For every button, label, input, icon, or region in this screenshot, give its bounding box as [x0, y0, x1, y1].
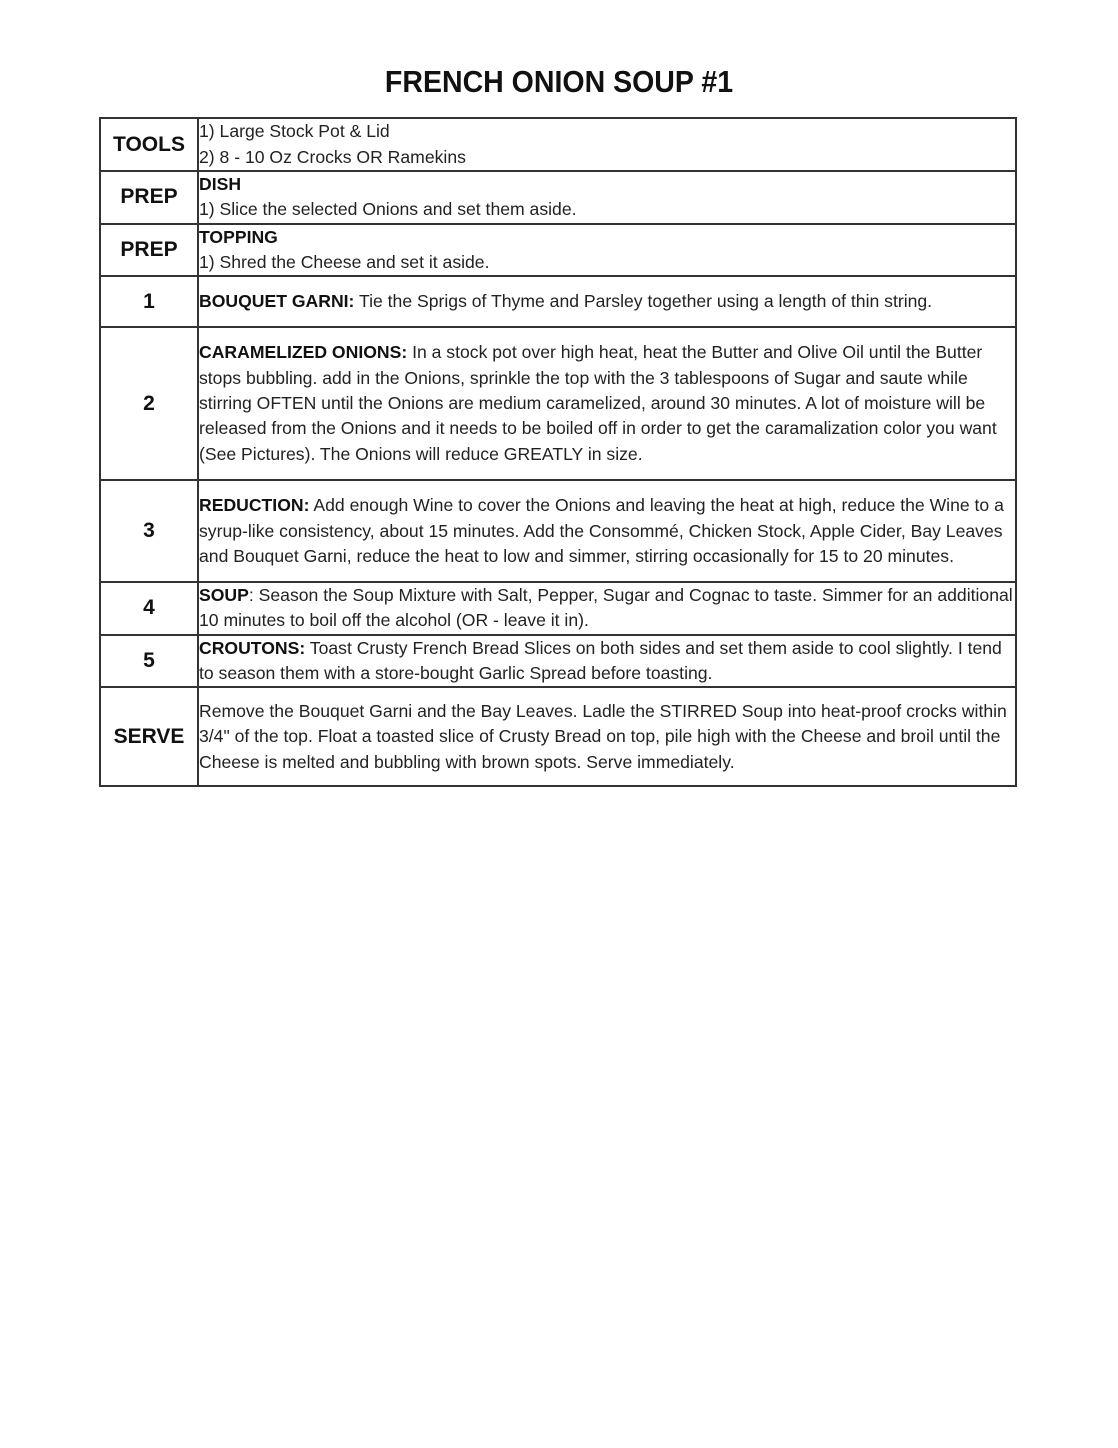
table-row-step-2: [100, 327, 1016, 480]
step-number: 1: [100, 276, 198, 327]
step-number: 3: [100, 480, 198, 582]
row-content: [198, 635, 1016, 688]
step-heading: CARAMELIZED ONIONS:: [199, 342, 408, 363]
step-text: Add enough Wine to cover the Onions and leaving the heat at high, reduce the Wine to a syrup-like consistency, about 15 minutes. Add the Consommé, Chicken Stock, Apple Cider, Bay Leaves and Bouquet Garni, reduce the heat to low and simmer, stirring occasionally for 15 to 20 minutes.: [199, 495, 1004, 566]
row-label: PREP: [100, 171, 198, 224]
step-number: 4: [100, 582, 198, 635]
row-label: PREP: [100, 224, 198, 277]
step-text: : Season the Soup Mixture with Salt, Pepper, Sugar and Cognac to taste. Simmer for an additional 10 minutes to boil off the alcohol (OR - leave it in).: [199, 585, 1013, 631]
table-row-prep-topping: [100, 224, 1016, 277]
step-heading: CROUTONS:: [199, 637, 306, 658]
table-row-step-5: [100, 635, 1016, 688]
row-content: [198, 276, 1016, 327]
row-content: [198, 171, 1016, 224]
row-content: [198, 224, 1016, 277]
step-heading: REDUCTION:: [199, 495, 310, 516]
step-heading: SOUP: [199, 585, 249, 606]
serve-text: Remove the Bouquet Garni and the Bay Leaves. Ladle the STIRRED Soup into heat-proof crocks within 3/4" of the top. Float a toasted slice of Crusty Bread on top, pile high with the Cheese and broil until the Cheese is melted and bubbling with brown spots. Serve immediately.: [199, 700, 1007, 772]
section-heading: DISH: [199, 174, 242, 194]
step-text: Toast Crusty French Bread Slices on both sides and set them aside to cool slightly. I tend to season them with a store-bought Garlic Spread before toasting.: [199, 637, 1002, 684]
step-text: In a stock pot over high heat, heat the Butter and Olive Oil until the Butter stops bubbling. add in the Onions, sprinkle the top with the 3 tablespoons of Sugar and saute while stirring OFTEN until the Onions are medium caramelized, around 30 minutes. A lot of moisture will be released from the Onions and it needs to be boiled off in order to get the caramalization color you want (See Pictures). The Onions will reduce GREATLY in size.: [199, 342, 997, 464]
table-row-step-3: [100, 480, 1016, 582]
row-label: SERVE: [100, 687, 198, 786]
step-heading: BOUQUET GARNI:: [199, 291, 355, 312]
row-content: [198, 687, 1016, 786]
row-content: [198, 118, 1016, 171]
table-row-step-4: [100, 582, 1016, 635]
table-row-serve: [100, 687, 1016, 786]
step-text: Tie the Sprigs of Thyme and Parsley together using a length of thin string.: [354, 291, 933, 312]
table-row-prep-dish: [100, 171, 1016, 224]
section-heading: TOPPING: [199, 226, 278, 247]
table-row-tools: [100, 118, 1016, 171]
row-content: [198, 480, 1016, 582]
page-title: FRENCH ONION SOUP #1: [384, 64, 734, 99]
step-number: 2: [100, 327, 198, 480]
row-content: [198, 327, 1016, 480]
row-content: [198, 582, 1016, 635]
recipe-table: [99, 117, 1017, 787]
prep-step: 1) Shred the Cheese and set it aside.: [199, 251, 490, 272]
tool-item: 2) 8 - 10 Oz Crocks OR Ramekins: [199, 146, 466, 167]
tool-item: 1) Large Stock Pot & Lid: [199, 121, 390, 142]
row-label: TOOLS: [100, 118, 198, 171]
step-number: 5: [100, 635, 198, 688]
table-row-step-1: [100, 276, 1016, 327]
prep-step: 1) Slice the selected Onions and set them aside.: [199, 199, 577, 220]
